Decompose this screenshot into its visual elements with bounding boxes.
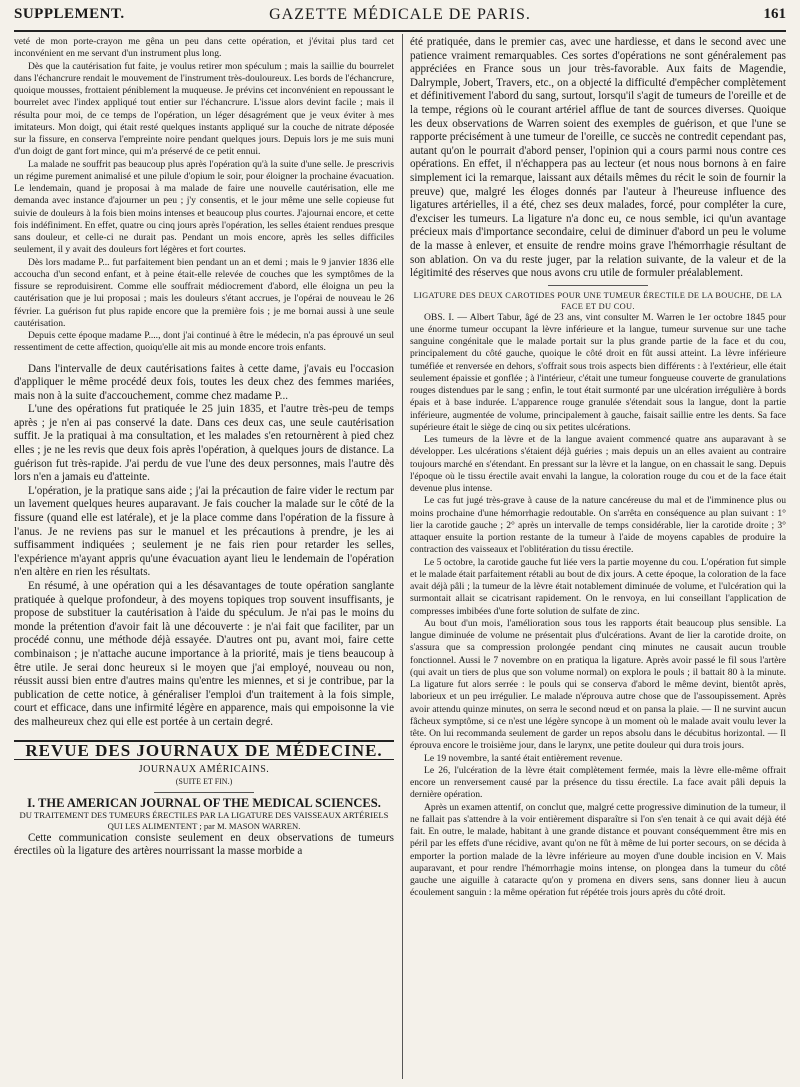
paragraph: Les tumeurs de la lèvre et de la langue avaient commencé quatre ans auparavant à se développer. Les ulcérations s'étaient déjà guéries ; mais depuis un an elles avaient au contraire toujours marché en s'étendant. En pressant sur la lèvre et la langue, on en chassait le sang. Depuis l'époque où le tissu érectile avait envahi la langue, la coloration rouge du cou et de la face était devenue plus intense.	[410, 434, 786, 495]
paragraph: Dans l'intervalle de deux cautérisations faites à cette dame, j'avais eu l'occasion d'appliquer le même procédé deux fois, toutes les deux chez des femmes mariées, mais non à la suite d'accouchement, comme chez madame P...	[14, 362, 394, 402]
paragraph: Depuis cette époque madame P...., dont j'ai continué à être le médecin, n'a pas éprouvé un seul ressentiment de cette affection, quoiqu'elle ait mis au monde encore trois enfants.	[14, 330, 394, 354]
section-subtitle: JOURNAUX AMÉRICAINS.	[138, 763, 270, 775]
article-subtitle: DU TRAITEMENT DES TUMEURS ÉRECTILES PAR LA LIGATURE DES VAISSEAUX ARTÉRIELS QUI LES ALIMENTENT ; par M. MASON WARREN.	[19, 809, 389, 831]
case-title: LIGATURE DES DEUX CAROTIDES POUR UNE TUMEUR ÉRECTILE DE LA BOUCHE, DE LA FACE ET DU COU.	[413, 290, 783, 311]
paragraph: En résumé, à une opération qui a les désavantages de toute opération sanglante pratiquée à quelque profondeur, à des moyens topiques trop souvent insuffisants, je propose de substituer la cautérisation à l'aide du spéculum. Je n'ai pas le moins du monde la prétention d'avoir fait là une découverte : je n'ai fait que faciliter, par un procédé connu, une méthode déjà essayée. D'autres ont pu, avant moi, faire cette combinaison ; je n'attache aucune importance à la priorité, mais je tiens beaucoup à être utile. Je serai donc heureux si le moyen que j'ai employé, nouveau ou non, réussit aussi bien entre d'autres mains qu'entre les miennes, et si je contribue, par la publication de cette notice, à généraliser l'emploi d'un traitement à la fois simple, court et efficace, dans une infirmité légère en apparence, mais qui empoisonne la vie des malheureux chez qui elle est portée à un certain degré.	[14, 580, 394, 728]
paragraph: été pratiquée, dans le premier cas, avec une hardiesse, et dans le second avec une patience vraiment remarquables. Ces sortes d'opérations ne sont généralement pas appréciées en France sous un jour très-favorable. Aux faits de Magendie, Dalrymple, Jobert, Travers, etc., on a objecté la difficulté d'empêcher complètement et définitivement l'abord du sang, surtout, lorsqu'il s'agit de tumeurs de l'oreille et de la tempe, régions où le courant artériel afflue de tant de sources diverses. Quoique les deux observations de Warren soient des exemples de guérison, et que l'une se rapporte précisément à une tumeur de l'oreille, ce succès ne contredit cependant pas, autant qu'on le pourrait d'abord penser, l'opinion qui a cours parmi nous contre ces opérations. En effet, il n'échappera pas au lecteur (et nous nous bornons à en faire simplement ici la remarque, laissant aux détails mêmes du récit le soin de fournir la preuve) que, malgré les éloges donnés par l'auteur à l'heureuse influence des ligatures artérielles, il a été, chez ses deux malades, forcé, pour compléter la cure, d'exciser les tumeurs. La ligature n'a donc eu, ce nous semble, ici qu'un avantage précieux mais d'importance secondaire, celui de diminuer d'abord un peu le volume de la masse à enlever, et ensuite de rendre moins grave l'hémorrhagie résultant de son ablation. On va du reste juger, par la relation suivante, de la valeur et de la légitimité des réserves que nous avons cru utile de formuler préalablement.	[410, 36, 786, 280]
section-title: REVUE DES JOURNAUX DE MÉDECINE.	[14, 740, 394, 760]
divider	[548, 285, 648, 286]
paragraph: Après un examen attentif, on conclut que, malgré cette progressive diminution de la tumeur, il ne fallait pas s'attendre à la voir entièrement disparaître si l'on s'en tenait à ce qui avait déjà été fait. En outre, le malade, habitant à une grande distance et pouvant conséquemment être mis en péril par les effets d'une récidive, avant qu'on ne fût à même de lui porter secours, on se décida à emporter la portion malade de la lèvre inférieure au moyen d'une double incision en V. Mais auparavant, et pour rendre l'hémorrhagie moins intense, on plongea dans la tumeur du côté gauche une aiguille à cataracte qu'on y promena en divers sens, sans donner lieu à aucun écoulement sanguin : la même opération fut répétée trois jours après du côté droit.	[410, 801, 786, 899]
right-column	[410, 36, 786, 1081]
paragraph: Dès que la cautérisation fut faite, je voulus retirer mon spéculum ; mais la saillie du bourrelet dans l'échancrure rendait le mouvement de l'instrument très-douloureux. Les bords de l'échancrure, quoique mousses, frottaient péniblement la muqueuse. Je prévins cet inconvénient en repoussant le bourrelet avec l'index appliqué tout entier sur l'échancrure. L'issue alors devint facile ; mais il résulta pour moi, de ce temps de l'opération, un léger désagrément que je veux éviter à mes imitateurs. Mon doigt, qui était resté quelques instants appliqué sur la couche de nitrate déposée sur la fissure, en conserva l'empreinte noire pendant quelques jours. Depuis lors je me suis muni d'un doigt de gant fort mince, qui m'a préservé de ce petit ennui.	[14, 60, 394, 158]
supplement-label: SUPPLEMENT.	[14, 6, 125, 22]
journal-title: GAZETTE MÉDICALE DE PARIS.	[269, 6, 531, 23]
divider	[154, 792, 254, 793]
paragraph: OBS. I. — Albert Tabur, âgé de 23 ans, vint consulter M. Warren le 1er octobre 1845 pour une énorme tumeur occupant la lèvre inférieure et la langue, tumeur survenue sur une tache sanguine congénitale que le malade portait sur la plus grande partie de la face et du cou, principalement du côté gauche, quoique le côté droit en fût aussi atteint. La lèvre inférieure tuméfiée et renversée en dehors, s'offrait sous trois aspects bien différents : à l'extérieur, elle était seulement épaissie et gonflée ; à l'intérieur, c'était une tumeur fongueuse couverte de granulations rouges distendues par le sang ; enfin, le tout était surmonté par une ulcération irrégulière à bords épais et à base indurée. L'apparence rouge granulée s'étendait sous la langue, dont la partie inférieure, augmentée de volume, principalement à gauche, faisait saillie entre les dents. Sa face supérieure était le siège de cinq ou six petites ulcérations.	[410, 311, 786, 433]
paragraph: Au bout d'un mois, l'amélioration sous tous les rapports était beaucoup plus sensible. La langue diminuée de volume ne présentait plus d'ulcérations. Avant de lier la carotide droite, on s'assura que sa compression prolongée pendant cinq minutes ne causait aucun trouble fonctionnel. Aussi le 7 novembre on en pratiqua la ligature. Après avoir passé le fil sous l'artère (qui avait un tiers de plus que son volume normal) on explora le pouls ; il battait 80 à la minute. La ligature fut alors serrée : le pouls qui se conserva d'abord le même devint, bientôt après, laborieux et un peu irrégulier. Le malade n'éprouva autre chose que de l'assoupissement. Après avoir attendu quinze minutes, on serra le second nœud et on pansa la plaie. — Il ne survint aucun fâcheux symptôme, si ce n'est une légère syncope à un moment où le malade avait voulu lever la tête. On lui recommanda seulement de garder un repos absolu dans le décubitus horizontal. — Il éprouva encore le troisième jour, dans le larynx, une petite douleur qui dura trois jours.	[410, 617, 786, 752]
paragraph: Le 26, l'ulcération de la lèvre était complètement fermée, mais la lèvre elle-même offrait encore un renversement causé par la présence du tissu érectile. La face avait pâli depuis la dernière opération.	[410, 764, 786, 801]
paragraph: Cette communication consiste seulement en deux observations de tumeurs érectiles où la ligature des artères nourrissant la masse morbide a	[14, 831, 394, 858]
paragraph: L'une des opérations fut pratiquée le 25 juin 1835, et l'autre très-peu de temps après ; je n'en ai pas conservé la date. Dans ces deux cas, une seule cautérisation suffit. Je la pratiquai à ma consultation, et les malades s'en retournèrent à pied chez elles ; je ne les revis que deux fois après l'opération, à quelques jours de distance. La guérison fut très-rapide. J'ai perdu de vue l'une des deux personnes, mais l'autre dès lors n'en a jamais eu d'atteinte.	[14, 403, 394, 484]
paragraph: Dès lors madame P... fut parfaitement bien pendant un an et demi ; mais le 9 janvier 1836 elle accoucha d'un second enfant, et à peine était-elle relevée de couches que les symptômes de la fissure se reproduisirent. Comme elle souffrait médiocrement d'abord, elle éloigna un peu la cautérisation que je lui proposai ; mais les douleurs s'étant accrues, je l'opérai de nouveau le 26 février. La guérison fut plus rapide encore que la première fois ; je me bornai aussi à une seule cautérisation.	[14, 256, 394, 329]
page-header	[14, 6, 786, 32]
paragraph: L'opération, je la pratique sans aide ; j'ai la précaution de faire vider le rectum par un lavement quelques heures auparavant. Je fais coucher la malade sur le côté de la fissure (quand elle est latérale), et je la place comme dans l'opération de la fissure à l'anus. Je ne reviens pas sur le manuel et les précautions à prendre, je les ai suffisamment indiquées ; seulement je ne fais rien pour retarder les selles, l'expérience m'ayant appris qu'une évacuation ayant lieu le lendemain de l'opération n'en altère en rien les résultats.	[14, 484, 394, 579]
left-column	[14, 36, 394, 1081]
page-number: 161	[763, 6, 786, 22]
section-note: (SUITE ET FIN.)	[175, 777, 233, 787]
paragraph: La malade ne souffrit pas beaucoup plus après l'opération qu'à la suite d'une selle. Je prescrivis un régime purement animalisé et une pilule d'opium le soir, pour éloigner la prochaine évacuation. Le lendemain, quand je proposai à ma malade de faire une nouvelle cautérisation, elle me demanda avec instance d'ajourner un peu ; j'y consentis, et le jour même une selle copieuse fut suivie de douleurs à la fois bien moins intenses et beaucoup plus courtes. J'ajournai encore, et cette fois indéfiniment. En effet, quatre ou cinq jours après l'opération, les selles étaient rendues presque sans douleur, et celle-ci ne durait pas. Pendant un mois encore, après les selles difficiles seulement, il y avait des douleurs fort légères et fort courtes.	[14, 158, 394, 256]
paragraph: Le cas fut jugé très-grave à cause de la nature cancéreuse du mal et de l'imminence plus ou moins prochaine d'une hémorrhagie redoutable. On s'arrêta en conséquence au plan suivant : 1° lier la carotide gauche ; 2° après un intervalle de temps considérable, lier la carotide droite ; 3° attaquer ensuite la portion restante de la tumeur à l'aide de moyens capables de produire la contraction des vaisseaux et l'oblitération du tissu érectile.	[410, 495, 786, 556]
article-title: I. THE AMERICAN JOURNAL OF THE MEDICAL SCIENCES.	[27, 796, 381, 811]
paragraph: veté de mon porte-crayon me gêna un peu dans cette opération, et j'évitai plus tard cet inconvénient en me servant d'un instrument plus long.	[14, 36, 394, 60]
paragraph: Le 19 novembre, la santé était entièrement revenue.	[424, 752, 623, 764]
paragraph: Le 5 octobre, la carotide gauche fut liée vers la partie moyenne du cou. L'opération fut simple et le malade était parfaitement rétabli au bout de dix jours. A cette époque, la coloration de la face avait déjà pâli ; la tumeur de la lèvre était notablement diminuée de volume, et l'ulcération qui la surmontait allait se cicatrisant rapidement. On le renvoya, en lui conseillant l'application de compresses imbibées d'une forte solution de sulfate de zinc.	[410, 556, 786, 617]
column-divider	[402, 34, 403, 1079]
